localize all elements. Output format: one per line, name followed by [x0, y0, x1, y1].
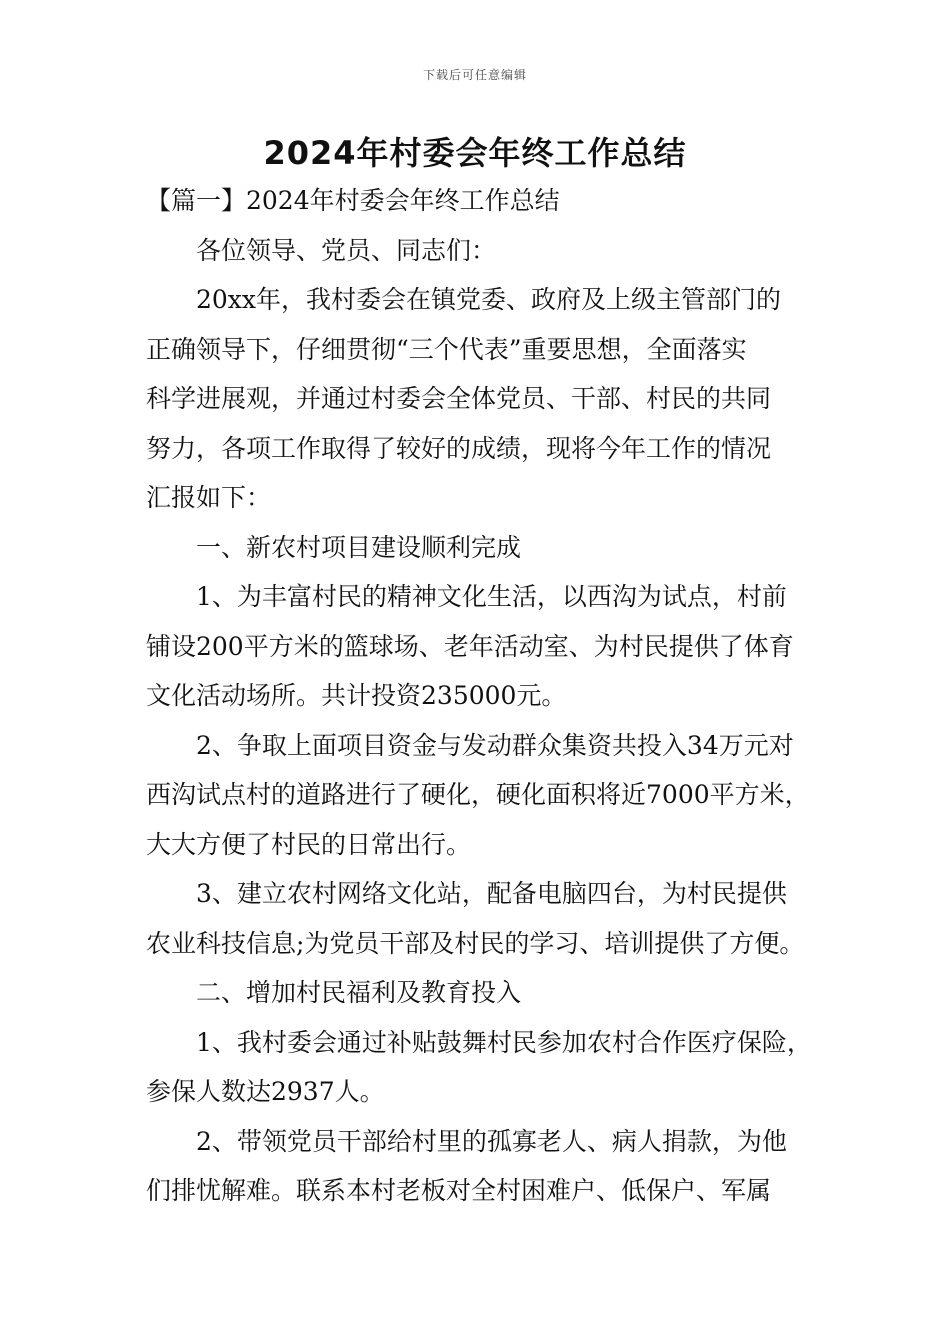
text-line: 努力，各项工作取得了较好的成绩，现将今年工作的情况: [146, 433, 772, 463]
text-line: 二、增加村民福利及教育投入: [196, 978, 522, 1007]
text-line: 2、带领党员干部给村里的孤寡老人、病人捐款，为他: [196, 1126, 787, 1156]
text-line: 参保人数达2937人。: [146, 1077, 385, 1106]
text-line: 1、为丰富村民的精神文化生活，以西沟为试点，村前: [196, 582, 787, 611]
text-line: 汇报如下：: [146, 483, 272, 512]
text-line: 1、我村委会通过补贴鼓舞村民参加农村合作医疗保险，: [196, 1027, 812, 1057]
text-line: 文化活动场所。共计投资235000元。: [146, 681, 567, 710]
text-line: 一、新农村项目建设顺利完成: [196, 532, 522, 562]
text-line: 正确领导下，仔细贯彻“三个代表”重要思想，全面落实: [146, 334, 747, 364]
text-line: 【篇一】2024年村委会年终工作总结: [146, 186, 560, 215]
header-note: 下载后可任意编辑: [422, 68, 527, 82]
text-line: 各位领导、党员、同志们：: [196, 235, 497, 265]
text-line: 大大方便了村民的日常出行。: [146, 829, 472, 859]
text-line: 科学进展观，并通过村委会全体党员、干部、村民的共同: [146, 384, 772, 413]
text-line: 20xx年，我村委会在镇党委、政府及上级主管部门的: [196, 285, 782, 314]
text-line: 农业科技信息;为党员干部及村民的学习、培训提供了方便。: [146, 928, 805, 958]
document-body: [146, 176, 811, 1216]
text-line: 铺设200平方米的篮球场、老年活动室、为村民提供了体育: [146, 631, 794, 661]
text-line: 3、建立农村网络文化站，配备电脑四台，为村民提供: [196, 879, 787, 908]
text-line: 们排忧解难。联系本村老板对全村困难户、低保户、军属: [146, 1176, 772, 1205]
text-line: 西沟试点村的道路进行了硬化，硬化面积将近7000平方米，: [146, 780, 810, 809]
document-title: 2024年村委会年终工作总结: [263, 134, 687, 172]
text-line: 2、争取上面项目资金与发动群众集资共投入34万元对: [196, 730, 794, 760]
